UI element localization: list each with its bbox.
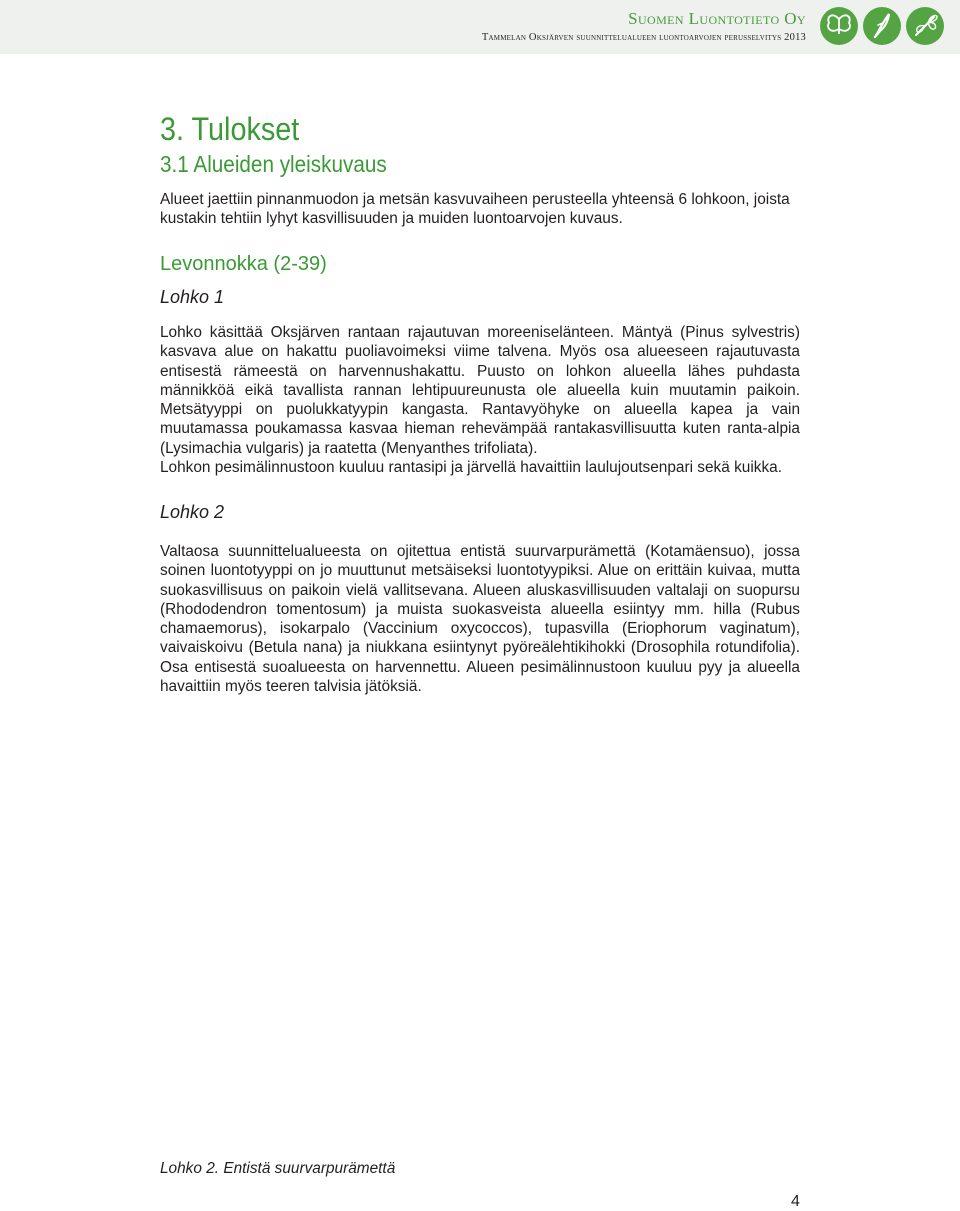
- page-number: 4: [791, 1193, 800, 1210]
- lohko2-body: [160, 542, 800, 696]
- report-title: Tammelan Oksjärven suunnittelualueen luontoarvojen perusselvitys 2013: [481, 32, 806, 43]
- lohko2-paragraph: Valtaosa suunnittelualueesta on ojitettua entistä suurvarpurämettä (Kotamäensuo), jossa soinen luontotyyppi on jo muuttunut metsäiseksi luontotyypiksi. Alue on erittäin kuivaa, mutta suokasvillisuus on paikoin vielä vallitsevana. Alueen aluskasvillisuuden valtalaji on suopursu (Rhododendron tomentosum) ja muista suokasveista alueella esiintyy mm. hilla (Rubus chamaemorus), isokarpalo (Vaccinium oxycoccos), tupasvilla (Eriophorum vaginatum), vaivaiskoivu (Betula nana) ja niukkana esiintynyt pyöreälehtikihokki (Drosophila rotundifolia). Osa entisestä suoalueesta on harvennettu. Alueen pesimälinnustoon kuuluu pyy ja alueella havaittiin myös teeren talvisia jätöksiä.: [160, 543, 800, 696]
- header-logos: [820, 7, 944, 47]
- dragonfly-icon: [906, 7, 944, 45]
- lohko1-paragraph-2: Lohkon pesimälinnustoon kuuluu rantasipi ja järvellä havaittiin laulujoutsenpari sekä kuikka.: [160, 459, 782, 477]
- lohko2-title: Lohko 2: [160, 502, 225, 522]
- lohko1-paragraph: Lohko käsittää Oksjärven rantaan rajautuvan moreeniselänteen. Mäntyä (Pinus sylvestris) kasvava alue on hakattu puoliavoimeksi viime talvena. Myös osa alueeseen rajautuvasta entisestä rämeestä on harvennushakattu. Puusto on lohkon alueella lähes puhdasta männikköä eikä tavallista rannan lehtipuureunusta ole alueella kuin muutamin paikoin. Metsätyyppi on puolukkatyypin kangasta. Rantavyöhyke on alueella kapea ja vain muutamassa poukamassa kasvaa hieman rehevämpää rantakasvillisuutta kuten ranta-alpia (Lysimachia vulgaris) ja raatetta (Menyanthes trifoliata).: [160, 324, 800, 457]
- butterfly-icon: [820, 7, 858, 45]
- bird-feather-icon: [863, 7, 901, 45]
- page-header: [0, 0, 960, 54]
- section-heading: 3. Tulokset: [160, 111, 300, 147]
- company-name: Suomen Luontotieto Oy: [628, 9, 806, 28]
- section-subheading: 3.1 Alueiden yleiskuvaus: [160, 151, 387, 177]
- intro-paragraph: Alueet jaettiin pinnanmuodon ja metsän kasvuvaiheen perusteella yhteensä 6 lohkoon, joista kustakin tehtiin lyhyt kasvillisuuden ja muiden luontoarvojen kuvaus.: [160, 191, 790, 228]
- lohko1-body: [160, 323, 800, 477]
- figure-caption: Lohko 2. Entistä suurvarpurämettä: [160, 1160, 396, 1177]
- lohko1-title: Lohko 1: [160, 287, 225, 307]
- area-title: Levonnokka (2-39): [160, 253, 327, 275]
